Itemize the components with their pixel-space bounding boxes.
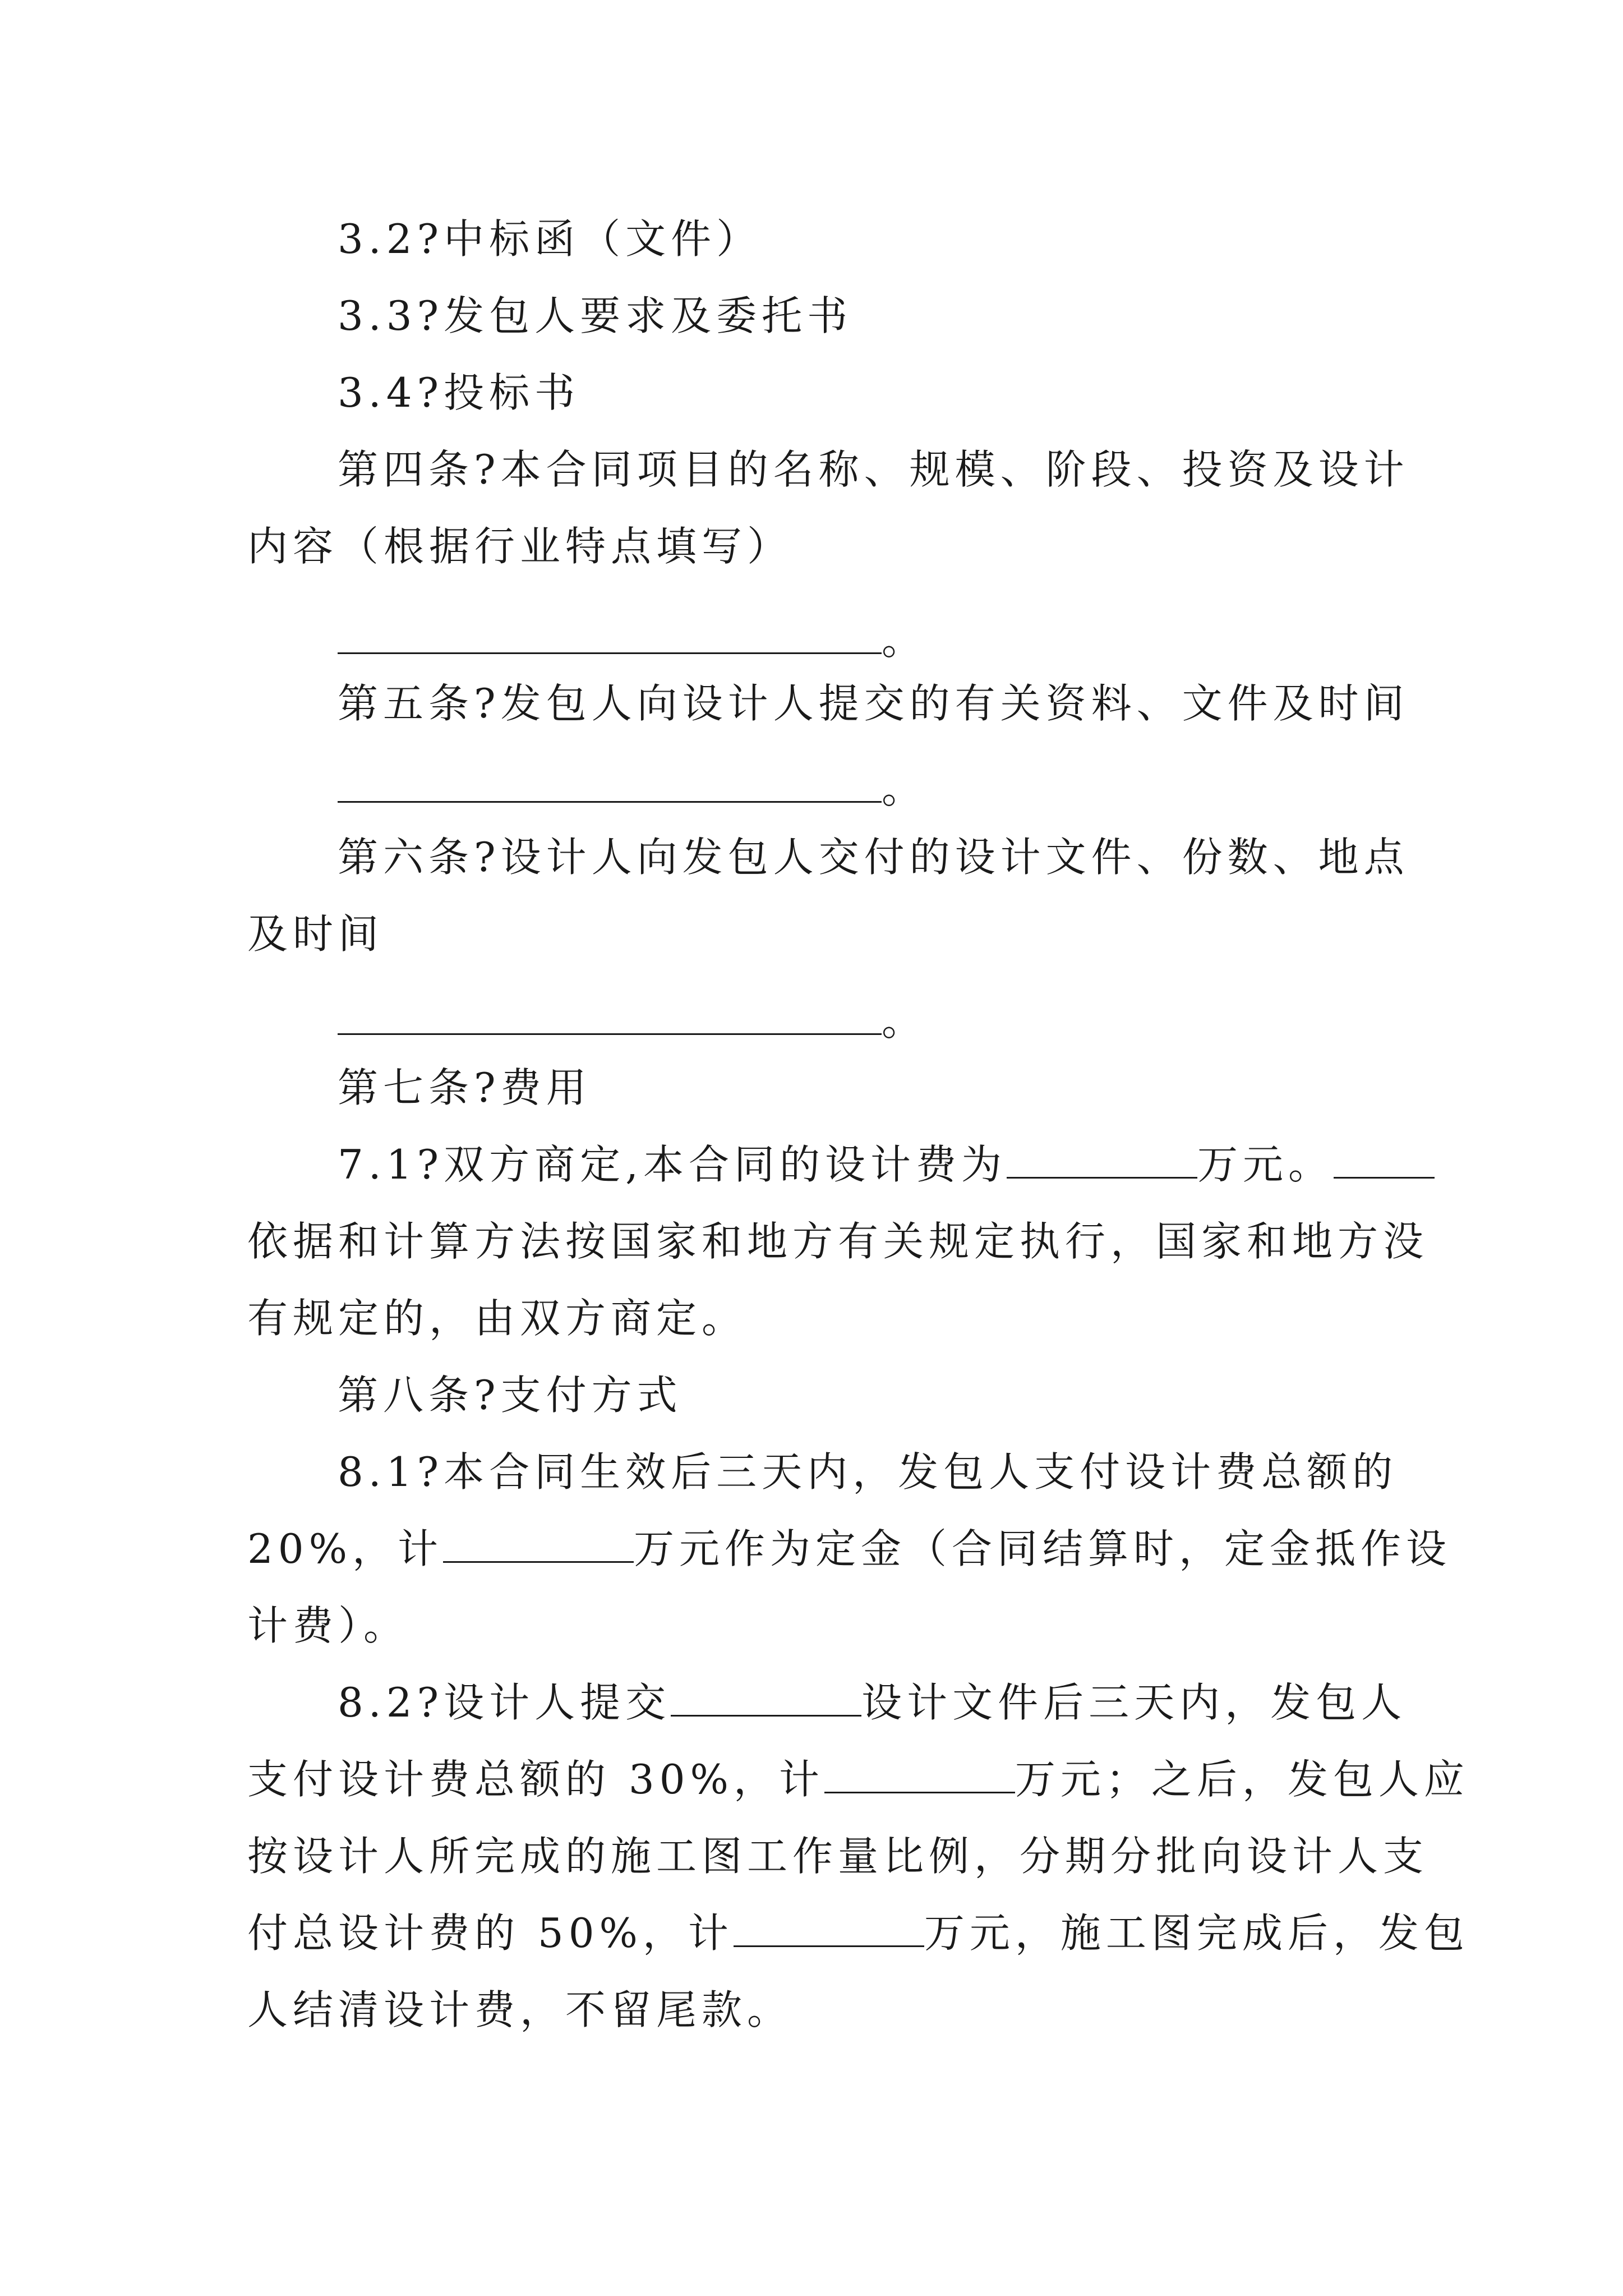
- clause-8-2-line-2: 支付设计费总额的 30%，计 万元；之后，发包人应: [247, 1756, 1469, 1803]
- clause-8-2-line-1: 8.2?设计人提交 设计文件后三天内，发包人: [338, 1679, 1407, 1726]
- fill-blank[interactable]: [1334, 1142, 1435, 1179]
- article-5-line-1: 第五条?发包人向设计人提交的有关资料、文件及时间: [338, 680, 1409, 727]
- article-6-line-2: 及时间: [247, 910, 384, 958]
- fill-blank[interactable]: [338, 999, 882, 1035]
- fill-blank[interactable]: [734, 1911, 924, 1947]
- article-4-line-1: 第四条?本合同项目的名称、规模、阶段、投资及设计: [338, 446, 1409, 493]
- article-6-line-1: 第六条?设计人向发包人交付的设计文件、份数、地点: [338, 834, 1409, 881]
- article-4-fill-line: 。: [338, 613, 927, 667]
- clause-8-2-line-4: 付总设计费的 50%，计 万元，施工图完成后，发包: [247, 1910, 1469, 1957]
- article-4-line-2: 内容（根据行业特点填写）: [247, 523, 793, 570]
- clause-8-2-line-3: 按设计人所完成的施工图工作量比例，分期分批向设计人支: [247, 1833, 1429, 1880]
- clause-8-1-line-2: 20%，计 万元作为定金（合同结算时，定金抵作设: [247, 1525, 1452, 1572]
- clause-7-1-line-3: 有规定的，由双方商定。: [247, 1295, 748, 1342]
- fill-blank[interactable]: [1007, 1142, 1197, 1179]
- fill-blank[interactable]: [338, 766, 882, 803]
- article-6-fill-line: 。: [338, 994, 927, 1048]
- clause-3-4: 3.4?投标书: [338, 369, 580, 416]
- article-7-heading: 第七条?费用: [338, 1064, 592, 1111]
- clause-8-1-line-3: 计费）。: [247, 1602, 409, 1649]
- clause-8-2-line-5: 人结清设计费，不留尾款。: [247, 1986, 793, 2033]
- fill-blank[interactable]: [824, 1757, 1015, 1793]
- fill-blank[interactable]: [671, 1680, 861, 1717]
- clause-8-1-line-1: 8.1?本合同生效后三天内，发包人支付设计费总额的: [338, 1448, 1398, 1496]
- fill-blank[interactable]: [338, 618, 882, 654]
- article-8-heading: 第八条?支付方式: [338, 1372, 683, 1419]
- article-5-fill-line: 。: [338, 762, 927, 816]
- clause-3-2: 3.2?中标函（文件）: [338, 215, 762, 263]
- clause-7-1-line-2: 依据和计算方法按国家和地方有关规定执行，国家和地方没: [247, 1218, 1429, 1265]
- fill-blank[interactable]: [443, 1526, 634, 1563]
- clause-3-3: 3.3?发包人要求及委托书: [338, 292, 853, 339]
- clause-7-1-line-1: 7.1?双方商定,本合同的设计费为 万元。: [338, 1138, 1435, 1191]
